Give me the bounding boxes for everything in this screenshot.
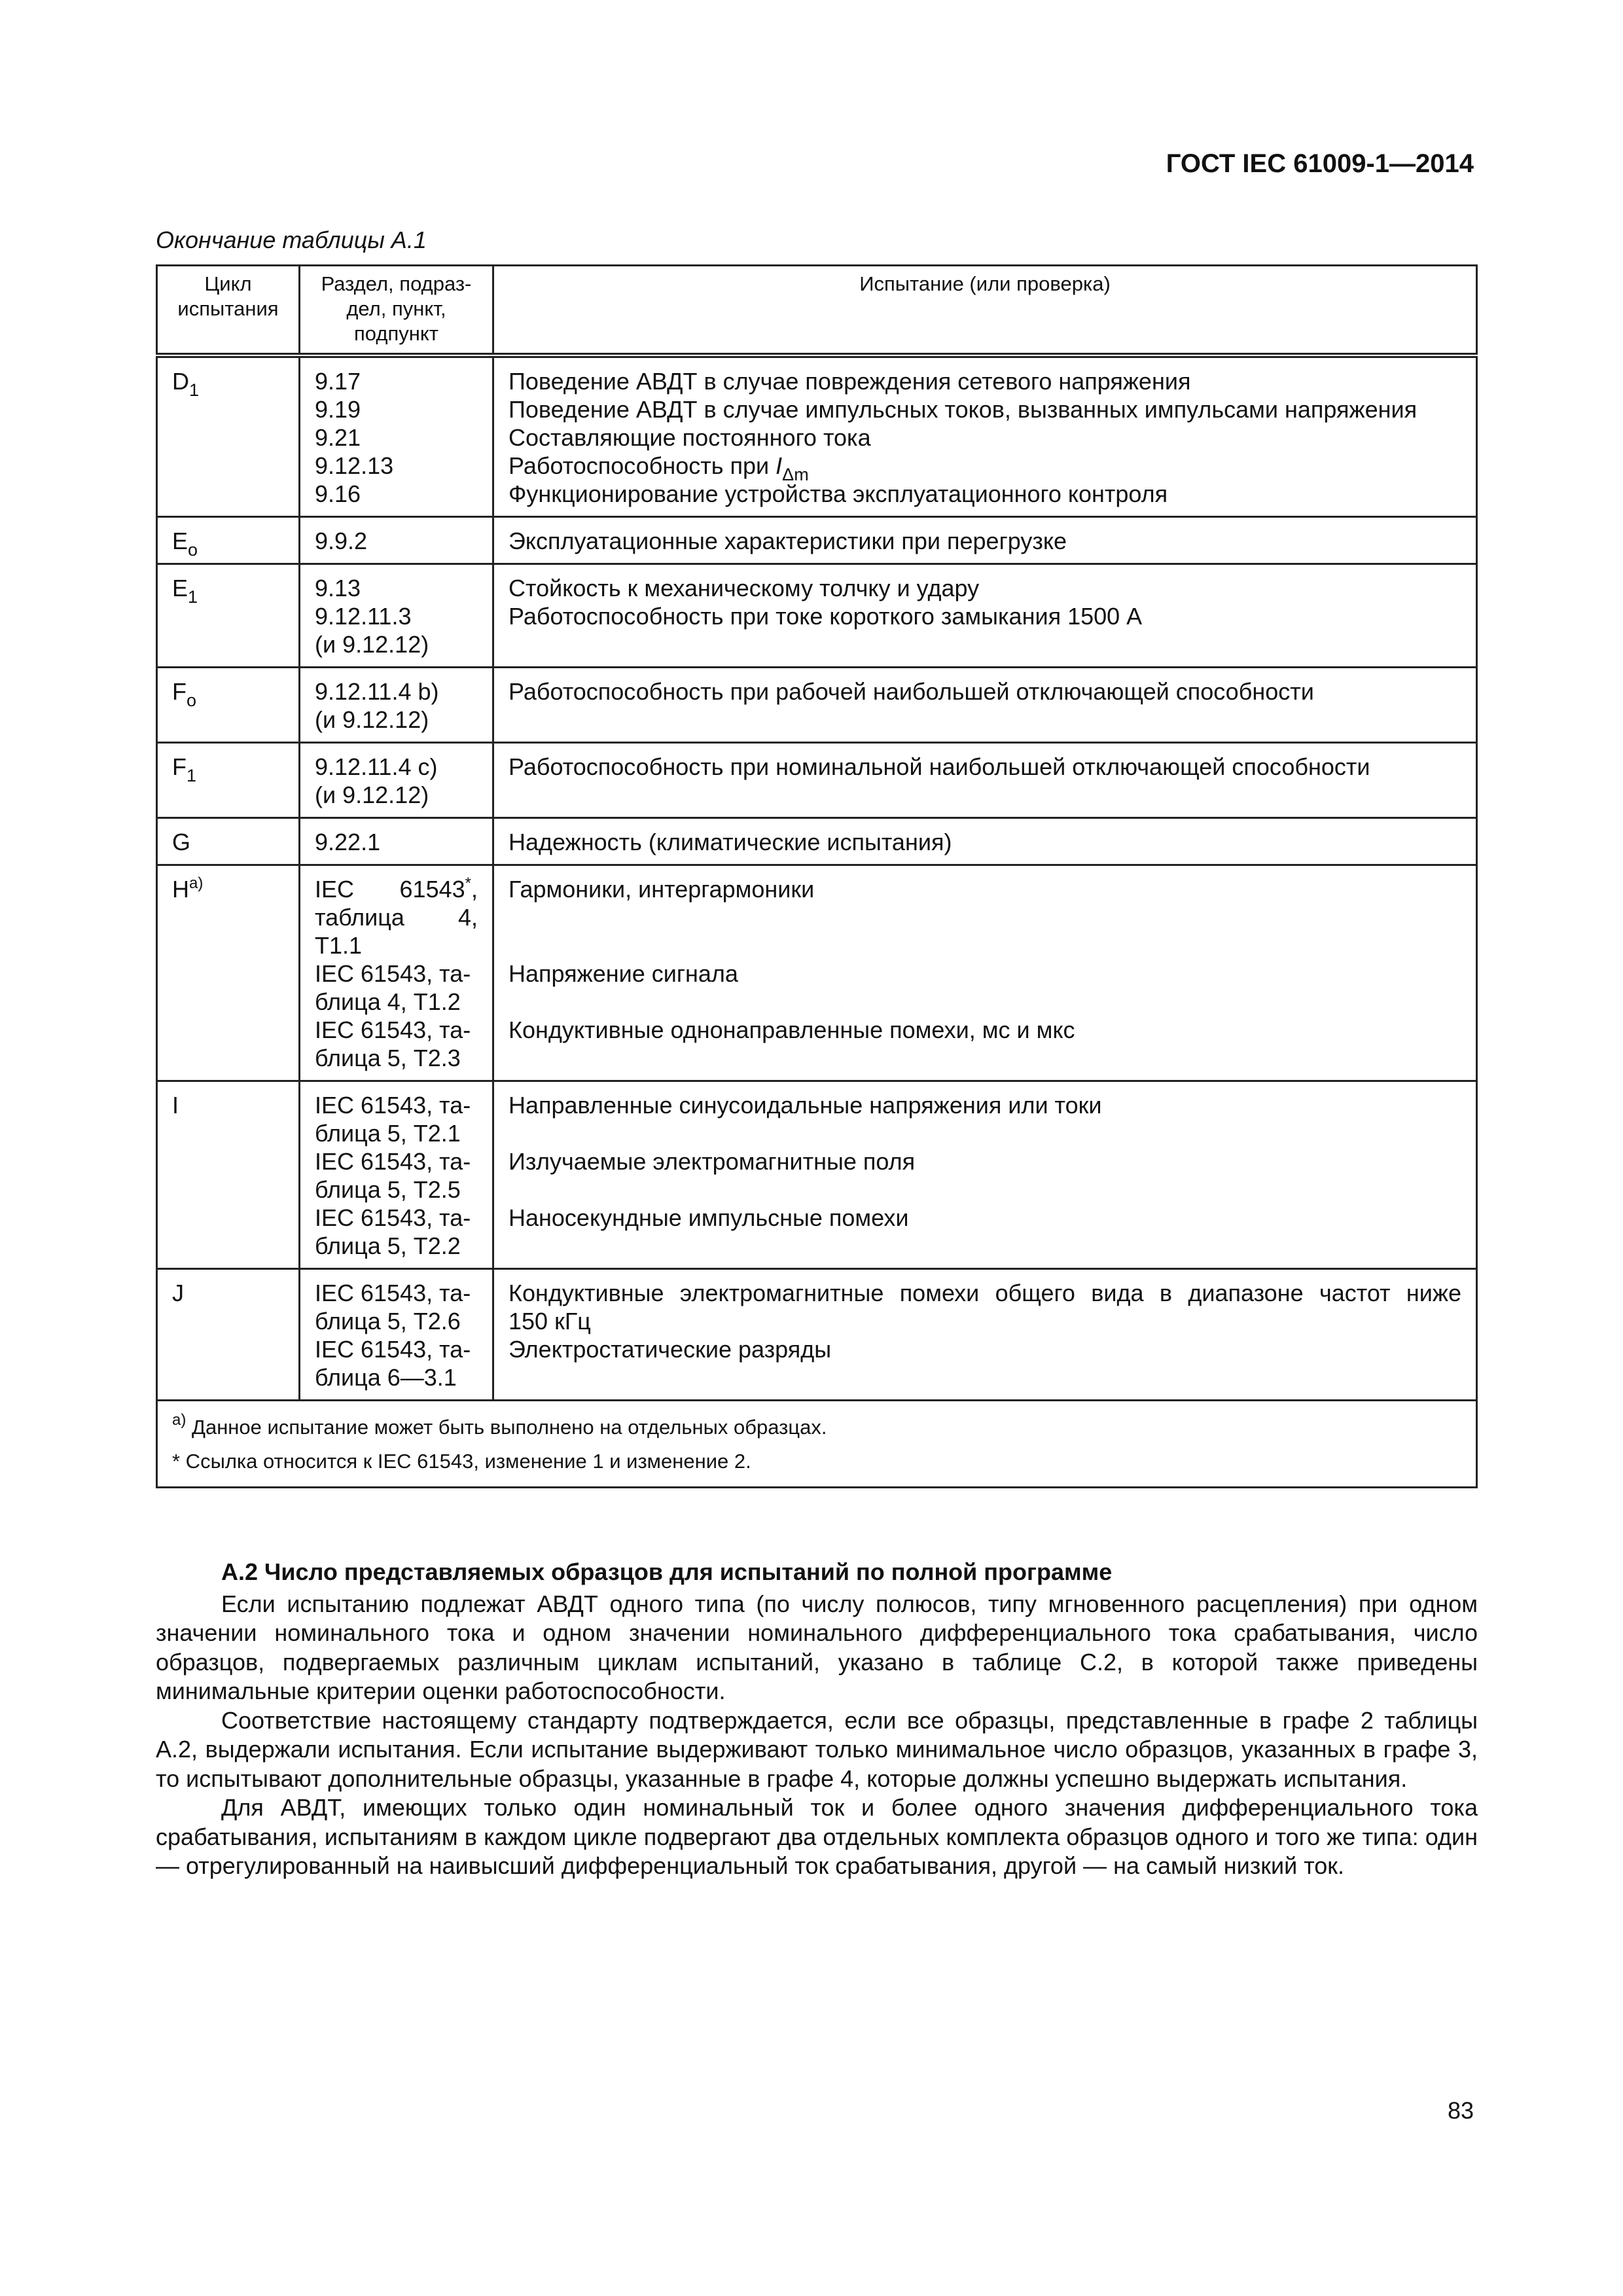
cycle-cell: $H^{а)}$ [157,865,300,1081]
section-cell: 9.12.11.4 c) (и 9.12.12) [300,743,493,818]
paragraph: Для АВДТ, имеющих только один номинальный ток и более одного значения дифференциального тока срабатывания, испытаниям в каждом цикле подвергают два отдельных комплекта образцов одного и того же типа: один — отрегулированный на наивысший дифференциальный ток срабатывания, другой — на самый низкий ток. [156,1794,1478,1879]
section-title: А.2 Число представляемых образцов для испытаний по полной программе [221,1558,1113,1585]
section-cell: 9.22.1 [300,818,493,865]
table-row [157,865,1477,1081]
section-cell: 9.13 9.12.11.3 (и 9.12.12) [300,564,493,668]
table-row [157,818,1477,865]
test-cell: Гармоники, интергармоники Напряжение сигнала Кондуктивные однонаправленные помехи, мс и мкс [493,865,1477,1081]
test-cell: Работоспособность при номинальной наибольшей отключающей способности [493,743,1477,818]
table-row [157,517,1477,564]
cycle-cell: $E_o$ [157,517,300,564]
test-cell: Кондуктивные электромагнитные помехи общего вида в диапазоне частот ниже 150 кГц Электростатические разряды [493,1269,1477,1401]
cycle-cell: G [157,818,300,865]
page-number: 83 [1447,2097,1474,2124]
cycle-cell: $F_1$ [157,743,300,818]
cycle-cell: J [157,1269,300,1401]
test-cell: Работоспособность при рабочей наибольшей отключающей способности [493,668,1477,743]
table-row [157,668,1477,743]
cycle-cell: $E_1$ [157,564,300,668]
paragraph: Если испытанию подлежат АВДТ одного типа (по числу полюсов, типу мгновенного расцепления) при одном значении номинального тока и одном значении номинального дифференциального тока срабатывания, число образцов, подвергаемых различным циклам испытаний, указано в таблице С.2, в которой также приведены минимальные критерии оценки работоспособности. [156,1590,1478,1704]
test-cell: Эксплуатационные характеристики при перегрузке [493,517,1477,564]
test-cell: Стойкость к механическому толчку и удару Работоспособность при токе короткого замыкания 1500 А [493,564,1477,668]
test-cell: Поведение АВДТ в случае повреждения сетевого напряжения Поведение АВДТ в случае импульсных токов, вызванных импульсами напряжения Составляющие постоянного тока Работоспособность при $I_{\Delta m}$ Функционирование устройства эксплуатационного контроля [493,355,1477,517]
table-row [157,743,1477,818]
col-header-section: Раздел, подраз-дел, пункт, подпункт [300,266,493,356]
table-row [157,1081,1477,1269]
table-row [157,564,1477,668]
test-cell: Надежность (климатические испытания) [493,818,1477,865]
table-header-row [157,266,1477,356]
table-caption: Окончание таблицы А.1 [156,226,427,253]
col-header-cycle: Цикл испытания [157,266,300,356]
section-a2 [156,1558,1478,1881]
cycle-cell: $F_o$ [157,668,300,743]
section-cell: 9.17 9.19 9.21 9.12.13 9.16 [300,355,493,517]
test-cycles-table [156,264,1478,1488]
table-row [157,355,1477,517]
standard-code: ГОСТ IEC 61009-1—2014 [1166,149,1474,178]
section-cell: 9.12.11.4 b) (и 9.12.12) [300,668,493,743]
table-row [157,1269,1477,1401]
section-cell: IEC 61543, та- блица 5, T2.1 IEC 61543, та- блица 5, T2.5 IEC 61543, та- блица 5, T2.2 [300,1081,493,1269]
col-header-test: Испытание (или проверка) [493,266,1477,356]
table-notes-row [157,1401,1477,1488]
section-cell: IEC 61543*, таблица 4, T1.1 IEC 61543, та- блица 4, T1.2 IEC 61543, та- блица 5, T2.3 [300,865,493,1081]
section-cell: 9.9.2 [300,517,493,564]
cycle-cell: $D_1$ [157,355,300,517]
test-cell: Направленные синусоидальные напряжения или токи Излучаемые электромагнитные поля Наносекундные импульсные помехи [493,1081,1477,1269]
table-notes [157,1401,1477,1488]
section-cell: IEC 61543, та- блица 5, T2.6 IEC 61543, та- блица 6—3.1 [300,1269,493,1401]
footnote-star: * Ссылка относится к IEC 61543, изменение 1 и изменение 2. [172,1450,751,1473]
footnote-a: $^{а)}$ Данное испытание может быть выполнено на отдельных образцах. [172,1411,827,1439]
paragraph: Соответствие настоящему стандарту подтверждается, если все образцы, представленные в графе 2 таблицы А.2, выдержали испытания. Если испытание выдерживают только минимальное число образцов, указанных в графе 3, то испытывают дополнительные образцы, указанные в графе 4, которые должны успешно выдержать испытания. [156,1706,1478,1792]
cycle-cell: I [157,1081,300,1269]
